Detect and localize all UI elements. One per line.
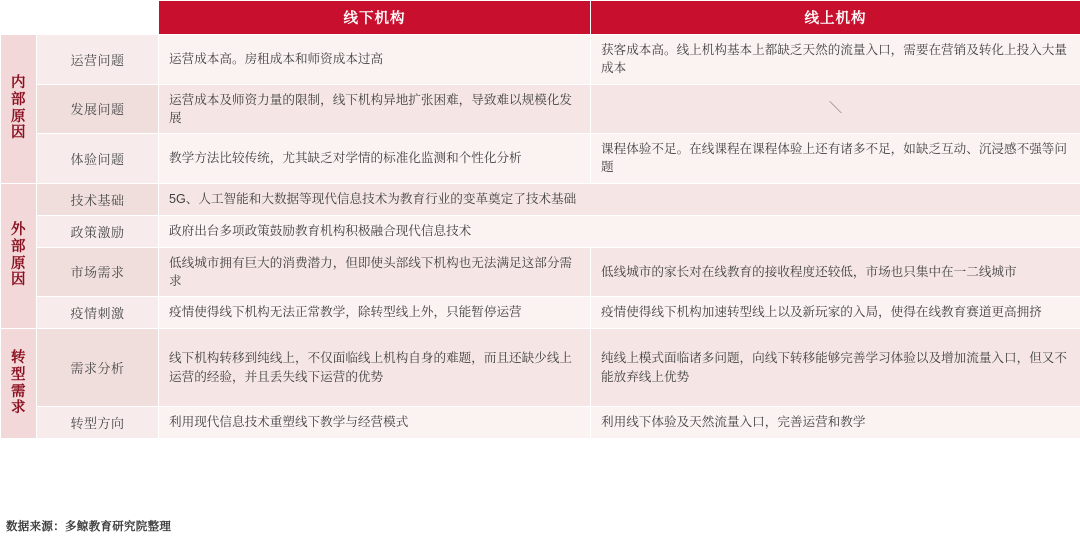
group-char: 转	[11, 350, 27, 367]
group-char: 原	[11, 255, 27, 272]
online-cell: 疫情使得线下机构加速转型线上以及新玩家的入局，使得在线教育赛道更高拥挤	[591, 297, 1080, 329]
group-char: 外	[11, 222, 27, 239]
offline-cell: 线下机构转移到纯线上，不仅面临线上机构自身的难题，而且还缺少线上运营的经验，并且丢失线下运营的优势	[159, 329, 591, 407]
online-cell: 低线城市的家长对在线教育的接收程度还较低，市场也只集中在一二线城市	[591, 247, 1080, 297]
group-char: 求	[11, 400, 27, 417]
topic-cell: 发展问题	[37, 84, 159, 134]
topic-cell: 市场需求	[37, 247, 159, 297]
source-footnote: 数据来源：多鲸教育研究院整理	[6, 521, 172, 533]
offline-cell: 低线城市拥有巨大的消费潜力，但即使头部线下机构也无法满足这部分需求	[159, 247, 591, 297]
header-corner-topic	[37, 1, 159, 35]
group-char: 内	[11, 75, 27, 92]
table-header	[1, 1, 1080, 35]
group-char: 因	[11, 125, 27, 142]
table-row	[1, 329, 1080, 407]
offline-cell: 疫情使得线下机构无法正常教学，除转型线上外，只能暂停运营	[159, 297, 591, 329]
online-cell: 获客成本高。线上机构基本上都缺乏天然的流量入口，需要在营销及转化上投入大量成本	[591, 35, 1080, 85]
group-label-external	[1, 183, 37, 329]
table-row	[1, 215, 1080, 247]
header-online: 线上机构	[591, 1, 1080, 35]
topic-cell: 技术基础	[37, 183, 159, 215]
table-row	[1, 84, 1080, 134]
group-char: 因	[11, 272, 27, 289]
topic-cell: 体验问题	[37, 134, 159, 184]
offline-cell: 教学方法比较传统，尤其缺乏对学情的标准化监测和个性化分析	[159, 134, 591, 184]
merged-cell: 政府出台多项政策鼓励教育机构积极融合现代信息技术	[159, 215, 1080, 247]
group-label-internal	[1, 35, 37, 184]
table-body	[1, 35, 1080, 439]
table-row	[1, 183, 1080, 215]
group-char: 需	[11, 383, 27, 400]
online-cell: 纯线上模式面临诸多问题，向线下转移能够完善学习体验以及增加流量入口，但又不能放弃线上优势	[591, 329, 1080, 407]
online-cell: 利用线下体验及天然流量入口，完善运营和教学	[591, 407, 1080, 439]
group-char: 原	[11, 108, 27, 125]
table-row	[1, 407, 1080, 439]
topic-cell: 运营问题	[37, 35, 159, 85]
header-row	[1, 1, 1080, 35]
group-char: 部	[11, 239, 27, 256]
table-row	[1, 247, 1080, 297]
table-row	[1, 134, 1080, 184]
group-char: 部	[11, 92, 27, 109]
offline-cell: 运营成本及师资力量的限制，线下机构异地扩张困难，导致难以规模化发展	[159, 84, 591, 134]
topic-cell: 需求分析	[37, 329, 159, 407]
header-offline: 线下机构	[159, 1, 591, 35]
online-cell: ＼	[591, 84, 1080, 134]
merged-cell: 5G、人工智能和大数据等现代信息技术为教育行业的变革奠定了技术基础	[159, 183, 1080, 215]
table-row	[1, 297, 1080, 329]
online-cell: 课程体验不足。在线课程在课程体验上还有诸多不足，如缺乏互动、沉浸感不强等问题	[591, 134, 1080, 184]
offline-cell: 利用现代信息技术重塑线下教学与经营模式	[159, 407, 591, 439]
header-corner-group	[1, 1, 37, 35]
topic-cell: 政策激励	[37, 215, 159, 247]
group-label-transform	[1, 329, 37, 439]
group-char: 型	[11, 366, 27, 383]
topic-cell: 疫情刺激	[37, 297, 159, 329]
offline-cell: 运营成本高。房租成本和师资成本过高	[159, 35, 591, 85]
table-row	[1, 35, 1080, 85]
topic-cell: 转型方向	[37, 407, 159, 439]
